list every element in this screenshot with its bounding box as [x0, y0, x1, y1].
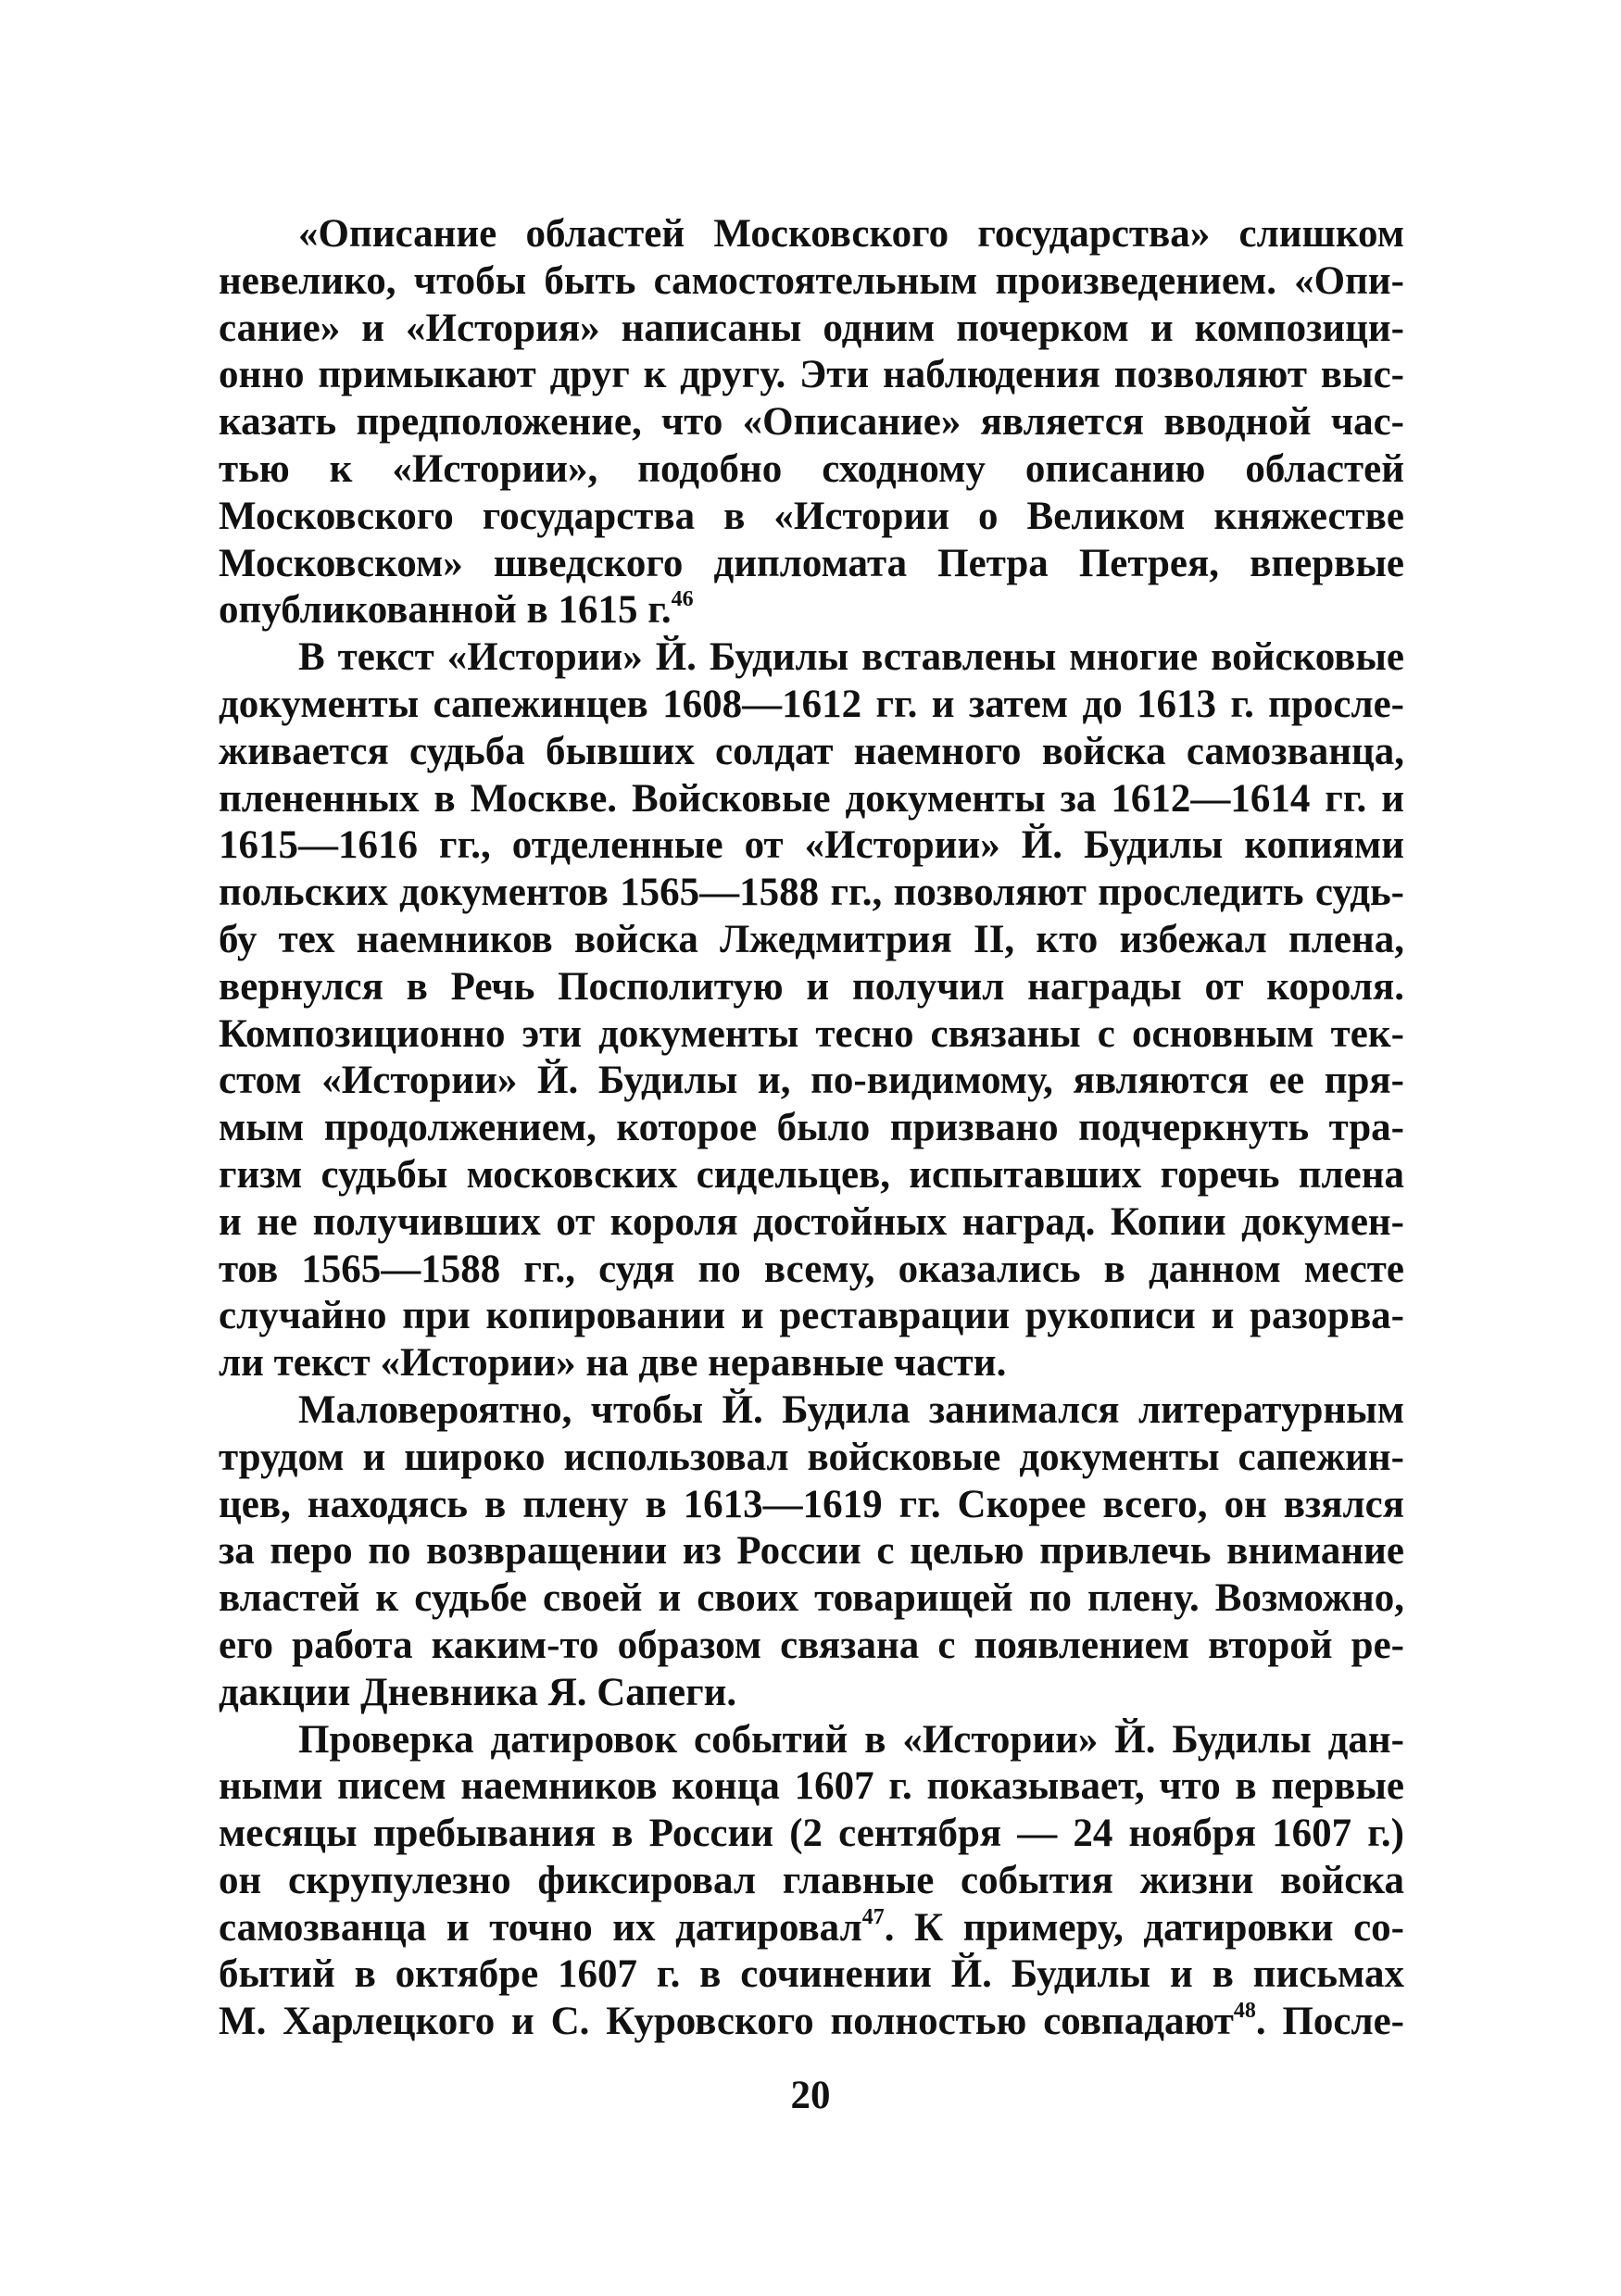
text-line — [219, 1905, 1404, 1952]
line-text: самозванца и точно их датировал — [219, 1905, 862, 1950]
paragraph-4 — [219, 1717, 1404, 2047]
body-text — [219, 211, 1404, 2046]
text-line: он скрупулезно фиксировал главные события жизни войска — [219, 1858, 1404, 1902]
text-line: живается судьба бывших солдат наемного войска самозванца, — [219, 729, 1404, 773]
text-line: польских документов 1565—1588 гг., позволяют проследить судь- — [219, 871, 1404, 915]
text-line: гизм судьбы московских сидельцев, испытавших горечь плена — [219, 1152, 1404, 1197]
text-line: невелико, чтобы быть самостоятельным произведением. «Опи- — [219, 258, 1404, 303]
text-line: вернулся в Речь Посполитую и получил награды от короля. — [219, 964, 1404, 1009]
footnote-ref-46: 46 — [671, 587, 694, 612]
text-line: за перо по возвращении из России с целью привлечь внимание — [219, 1529, 1404, 1574]
text-line: Московского государства в «Истории о Великом княжестве — [219, 494, 1404, 538]
page-number: 20 — [790, 2074, 831, 2117]
text-line: дакции Дневника Я. Сапеги. — [219, 1670, 737, 1714]
text-line: цев, находясь в плену в 1613—1619 гг. Скорее всего, он взялся — [219, 1482, 1404, 1526]
text-line: В текст «Истории» Й. Будилы вставлены многие войсковые — [298, 635, 1404, 680]
text-line: сание» и «История» написаны одним почерком и композици- — [219, 306, 1404, 350]
text-line: мым продолжением, которое было призвано подчеркнуть тра- — [219, 1106, 1404, 1150]
text-line: казать предположение, что «Описание» является вводной час- — [219, 400, 1404, 445]
text-line: властей к судьбе своей и своих товарищей по плену. Возможно, — [219, 1576, 1404, 1621]
text-line: Маловероятно, чтобы Й. Будила занимался литературным — [298, 1387, 1404, 1432]
text-line: случайно при копировании и реставрации рукописи и разорва- — [219, 1294, 1404, 1338]
line-text-tail: . После- — [1255, 2000, 1404, 2044]
text-line: стом «Истории» Й. Будилы и, по-видимому, являются ее пря- — [219, 1059, 1404, 1103]
text-line: месяцы пребывания в России (2 сентября — 24 ноября 1607 г.) — [219, 1812, 1404, 1856]
text-line: тов 1565—1588 гг., судя по всему, оказались в данном месте — [219, 1247, 1404, 1291]
text-line: 1615—1616 гг., отделенные от «Истории» Й. Будилы копиями — [219, 823, 1404, 868]
text-line: ли текст «Истории» на две неравные части. — [219, 1341, 1007, 1386]
text-line: бу тех наемников войска Лжедмитрия II, кто избежал плена, — [219, 917, 1404, 961]
text-line: плененных в Москве. Войсковые документы за 1612—1614 гг. и — [219, 776, 1404, 821]
text-line: тью к «Истории», подобно сходному описанию областей — [219, 446, 1404, 491]
text-line: его работа каким-то образом связана с появлением второй ре- — [219, 1623, 1404, 1667]
paragraph-1 — [219, 211, 1404, 634]
text-line: Композиционно эти документы тесно связаны с основным тек- — [219, 1011, 1404, 1056]
text-line: ными писем наемников конца 1607 г. показывает, что в первые — [219, 1764, 1404, 1809]
text-line — [219, 587, 1404, 634]
paragraph-3 — [219, 1387, 1404, 1717]
text-line: Проверка датировок событий в «Истории» Й. Будилы дан- — [298, 1717, 1404, 1762]
text-line — [219, 1999, 1404, 2046]
footnote-ref-47: 47 — [861, 1904, 885, 1929]
text-line: и не получивших от короля достойных наград. Копии докумен- — [219, 1199, 1404, 1244]
text-line: документы сапежинцев 1608—1612 гг. и затем до 1613 г. просле- — [219, 682, 1404, 726]
line-text: опубликованной в 1615 г. — [219, 588, 672, 633]
text-line: трудом и широко использовал войсковые документы сапежин- — [219, 1435, 1404, 1479]
line-text-tail: . К примеру, датировки со- — [884, 1905, 1405, 1950]
text-line: Московском» шведского дипломата Петра Петрея, впервые — [219, 541, 1404, 585]
text-line: онно примыкают друг к другу. Эти наблюдения позволяют выс- — [219, 353, 1404, 397]
text-line: «Описание областей Московского государства» слишком — [298, 212, 1404, 256]
text-line: бытий в октябре 1607 г. в сочинении Й. Будилы и в письмах — [219, 1952, 1404, 1997]
footnote-ref-48: 48 — [1233, 1999, 1256, 2024]
line-text: М. Харлецкого и С. Куровского полностью совпадают — [219, 2000, 1234, 2044]
paragraph-2 — [219, 634, 1404, 1387]
